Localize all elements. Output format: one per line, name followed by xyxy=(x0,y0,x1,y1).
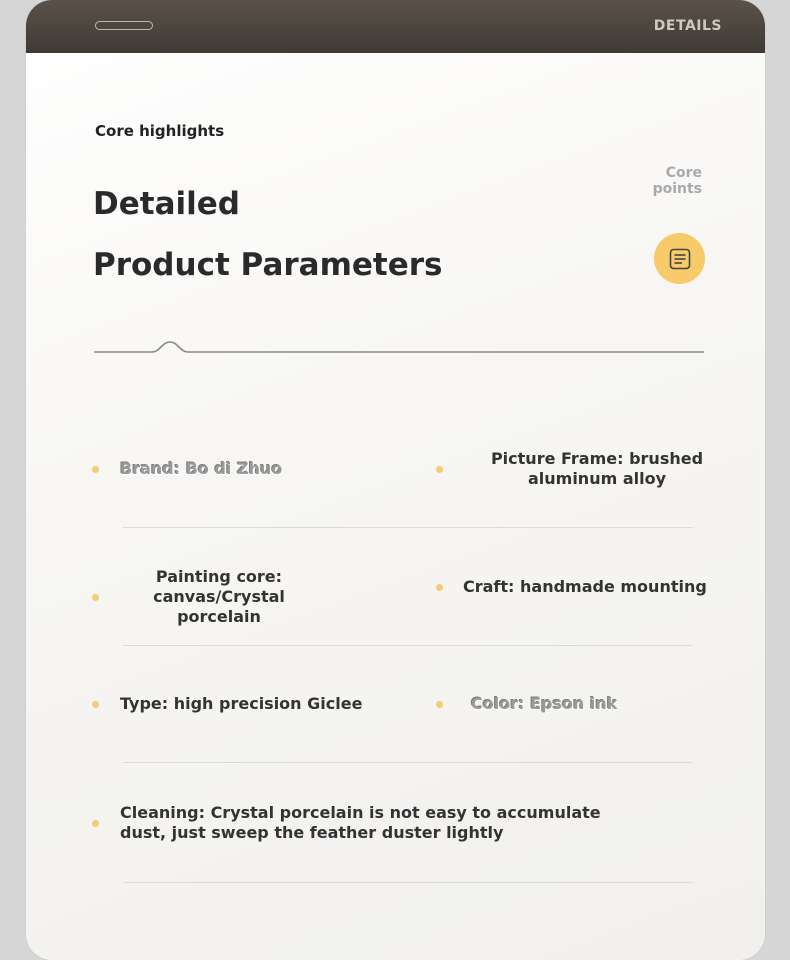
core-points-line-1: Core xyxy=(665,165,702,181)
title-divider xyxy=(94,338,706,358)
param-brand-text: Brand: Bo di Zhuo xyxy=(120,459,283,478)
page-title-line-1: Detailed xyxy=(93,186,240,222)
param-core-line-1: Painting core: xyxy=(155,567,283,586)
param-craft-text: Craft: handmade mounting xyxy=(463,577,707,596)
param-cleaning-line-2: dust, just sweep the feather duster lightly xyxy=(120,823,504,842)
page-title-line-2: Product Parameters xyxy=(93,247,443,283)
bullet-dot xyxy=(436,584,443,591)
param-core xyxy=(92,567,327,627)
row-divider xyxy=(123,762,693,763)
bullet-dot xyxy=(92,820,99,827)
row-divider xyxy=(123,645,693,646)
param-craft xyxy=(436,577,707,597)
param-type xyxy=(92,694,362,714)
bullet-dot xyxy=(436,701,443,708)
row-divider xyxy=(123,882,693,883)
core-points-badge xyxy=(654,233,705,284)
param-color xyxy=(436,694,617,714)
header-bar xyxy=(26,0,765,53)
row-divider xyxy=(123,527,693,528)
bullet-dot xyxy=(92,594,99,601)
param-frame xyxy=(436,449,710,489)
param-cleaning-line-1: Cleaning: Crystal porcelain is not easy to accumulate xyxy=(120,803,601,822)
bullet-dot xyxy=(92,701,99,708)
param-frame-line-1: Picture Frame: brushed xyxy=(490,449,704,468)
param-frame-line-2: aluminum alloy xyxy=(527,469,667,488)
details-card xyxy=(26,0,765,960)
core-points-line-2: points xyxy=(652,181,702,197)
section-label: Core highlights xyxy=(95,122,225,140)
core-points-label xyxy=(632,165,702,197)
bullet-dot xyxy=(436,466,443,473)
bullet-dot xyxy=(92,466,99,473)
details-tab-label: DETAILS xyxy=(653,18,722,34)
param-frame-text xyxy=(484,449,710,489)
param-core-text xyxy=(111,567,327,627)
document-icon xyxy=(668,247,692,271)
param-brand xyxy=(92,459,282,479)
param-type-text: Type: high precision Giclee xyxy=(120,694,363,713)
param-cleaning-text xyxy=(120,803,601,843)
param-color-text: Color: Epson ink xyxy=(471,694,618,713)
param-core-line-2: canvas/Crystal porcelain xyxy=(153,587,285,626)
param-cleaning xyxy=(92,803,601,843)
drag-handle[interactable] xyxy=(95,21,153,30)
